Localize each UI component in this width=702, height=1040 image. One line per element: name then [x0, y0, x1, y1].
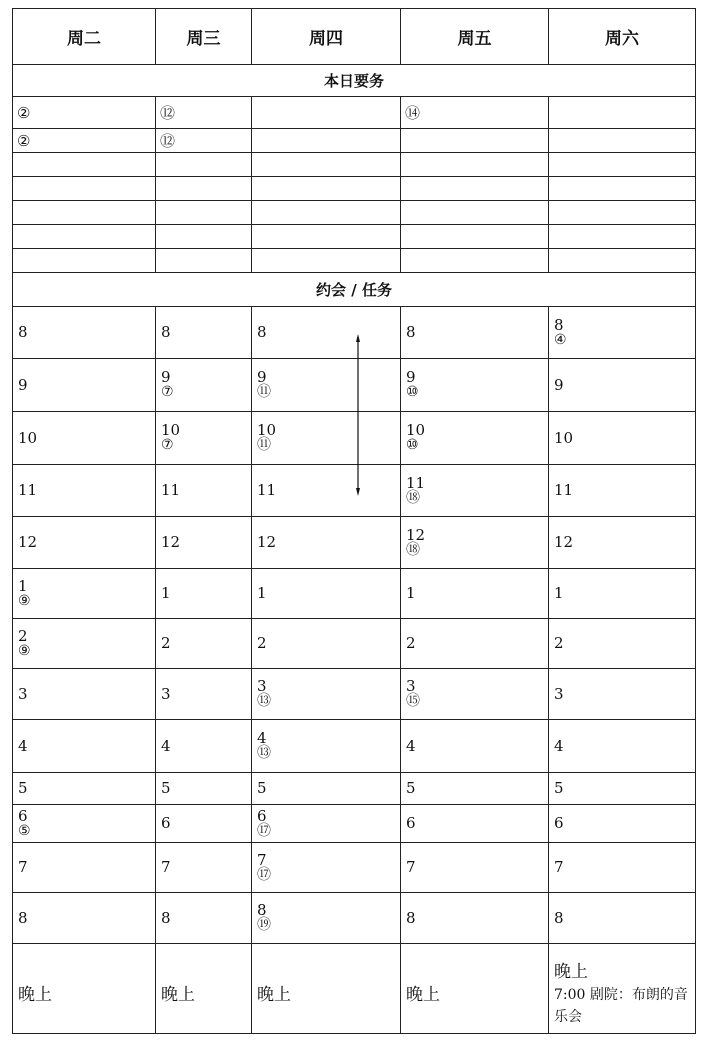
time-slot-content [161, 423, 251, 453]
time-slot-cell[interactable] [252, 893, 401, 944]
hour-label: 10 [257, 421, 277, 439]
time-slot-content [406, 908, 548, 927]
time-slot-content [406, 586, 548, 601]
time-slot-row [13, 893, 696, 944]
time-slot-cell[interactable] [252, 619, 401, 669]
time-slot-cell[interactable] [401, 773, 549, 805]
hour-label: 4 [257, 729, 267, 747]
time-slot-cell[interactable] [401, 465, 549, 517]
time-slot-content [406, 473, 548, 506]
priority-cell[interactable] [549, 201, 696, 225]
hour-label: 8 [554, 908, 564, 927]
day-header: 周二 [13, 9, 156, 65]
priority-cell[interactable] [156, 153, 252, 177]
priority-cell[interactable] [252, 153, 401, 177]
task-code: ⑰ [257, 822, 271, 839]
time-slot-cell[interactable] [13, 619, 156, 669]
priority-cell[interactable] [252, 177, 401, 201]
time-slot-content [257, 781, 400, 796]
time-slot-cell[interactable] [13, 569, 156, 619]
time-slot-cell[interactable] [13, 465, 156, 517]
time-slot-content [161, 816, 251, 831]
time-slot-cell[interactable] [156, 307, 252, 359]
time-slot-content [18, 806, 155, 839]
hour-label: 8 [161, 323, 171, 341]
time-slot-content [161, 586, 251, 601]
day-header: 周五 [401, 9, 549, 65]
priority-cell[interactable] [156, 249, 252, 273]
time-slot-content [406, 781, 548, 796]
hour-label: 10 [18, 428, 38, 447]
task-code: ⑩ [406, 437, 419, 453]
time-slot-cell[interactable] [252, 773, 401, 805]
hour-label: 7 [18, 858, 28, 876]
priority-cell[interactable]: ⑫ [156, 97, 252, 129]
time-slot-cell[interactable] [549, 843, 696, 893]
hour-label: 10 [161, 421, 181, 439]
hour-label: 7 [406, 858, 416, 876]
time-slot-content [257, 325, 400, 340]
time-slot-content [161, 736, 251, 755]
time-slot-row [13, 669, 696, 720]
time-slot-cell[interactable] [252, 843, 401, 893]
evening-label: 晚上 [18, 985, 52, 1005]
evening-label: 晚上 [406, 985, 440, 1005]
time-slot-content [18, 576, 155, 609]
hour-label: 11 [18, 481, 38, 499]
time-slot-cell[interactable] [549, 307, 696, 359]
hour-label: 11 [406, 473, 426, 492]
evening-cell[interactable] [401, 944, 549, 1034]
hour-label: 7 [257, 850, 267, 869]
task-code: ⑰ [257, 866, 271, 883]
time-slot-content [161, 370, 251, 400]
time-slot-cell[interactable] [13, 720, 156, 773]
priority-cell[interactable] [13, 201, 156, 225]
time-slot-content [161, 860, 251, 875]
priority-row [13, 225, 696, 249]
time-slot-cell[interactable] [156, 805, 252, 843]
priority-row [13, 129, 696, 153]
time-slot-content [257, 535, 400, 550]
hour-label: 5 [406, 779, 416, 797]
time-slot-content [406, 860, 548, 875]
day-header: 周四 [252, 9, 401, 65]
hour-label: 7 [161, 858, 171, 876]
time-slot-cell[interactable] [549, 465, 696, 517]
time-slot-content [554, 375, 695, 394]
time-slot-content [257, 903, 400, 933]
time-slot-cell[interactable] [401, 569, 549, 619]
time-slot-cell[interactable] [549, 720, 696, 773]
hour-label: 3 [406, 677, 416, 695]
weekly-planner-table [12, 8, 696, 1034]
hour-label: 1 [18, 576, 28, 595]
priority-cell[interactable]: ⑭ [401, 97, 549, 129]
time-slot-cell[interactable] [13, 412, 156, 465]
time-slot-content [554, 908, 695, 927]
time-slot-content [161, 636, 251, 651]
time-slot-cell[interactable] [252, 359, 401, 412]
time-slot-row [13, 412, 696, 465]
task-code: ⑪ [257, 384, 271, 400]
time-slot-row [13, 720, 696, 773]
task-code: ⑨ [18, 592, 31, 609]
hour-label: 10 [406, 421, 426, 439]
time-slot-cell[interactable] [156, 773, 252, 805]
time-slot-cell[interactable] [252, 517, 401, 569]
time-slot-content [18, 535, 155, 550]
priority-cell[interactable] [156, 225, 252, 249]
time-slot-row [13, 773, 696, 805]
hour-label: 8 [161, 908, 171, 927]
time-slot-content [257, 731, 400, 761]
time-slot-cell[interactable] [549, 669, 696, 720]
time-slot-cell[interactable] [401, 843, 549, 893]
priority-cell[interactable] [549, 97, 696, 129]
day-header-row [13, 9, 696, 65]
time-slot-content [18, 860, 155, 875]
priority-row [13, 177, 696, 201]
priority-cell[interactable] [156, 177, 252, 201]
hour-label: 7 [554, 858, 564, 876]
time-slot-cell[interactable] [13, 805, 156, 843]
hour-label: 6 [554, 814, 564, 832]
time-slot-content [18, 483, 155, 498]
time-slot-content [18, 736, 155, 755]
hour-label: 11 [554, 481, 574, 499]
time-slot-content [161, 325, 251, 340]
appointments-section-row [13, 273, 696, 307]
time-slot-content [406, 636, 548, 651]
time-slot-cell[interactable] [549, 805, 696, 843]
time-slot-content [406, 736, 548, 755]
time-slot-content [406, 325, 548, 340]
time-slot-content [161, 483, 251, 498]
time-slot-cell[interactable] [549, 773, 696, 805]
task-code: ⑬ [257, 745, 271, 761]
hour-label: 9 [161, 368, 171, 386]
hour-label: 8 [18, 908, 28, 927]
priority-row [13, 97, 696, 129]
priority-cell[interactable]: ② [13, 129, 156, 153]
time-slot-content [554, 535, 695, 550]
hour-label: 12 [161, 533, 181, 551]
hour-label: 1 [554, 584, 564, 602]
task-code: ⑦ [161, 437, 174, 453]
time-slot-content [257, 806, 400, 839]
task-code: ⑤ [18, 822, 31, 839]
time-slot-cell[interactable] [13, 669, 156, 720]
priority-cell[interactable] [549, 249, 696, 273]
hour-label: 9 [257, 368, 267, 386]
priority-row [13, 201, 696, 225]
priority-cell[interactable] [252, 201, 401, 225]
time-slot-cell[interactable] [549, 412, 696, 465]
hour-label: 12 [554, 533, 574, 551]
priority-cell[interactable] [13, 249, 156, 273]
priority-cell[interactable] [13, 177, 156, 201]
time-slot-row [13, 843, 696, 893]
time-slot-content [18, 908, 155, 927]
time-slot-content [554, 315, 695, 348]
time-slot-cell[interactable] [156, 619, 252, 669]
hour-label: 12 [406, 525, 426, 544]
hour-label: 8 [406, 323, 416, 341]
time-slot-cell[interactable] [13, 517, 156, 569]
time-slot-cell[interactable] [156, 893, 252, 944]
hour-label: 6 [257, 806, 267, 825]
time-slot-cell[interactable] [401, 669, 549, 720]
time-slot-content [406, 679, 548, 709]
priority-row [13, 249, 696, 273]
time-slot-cell[interactable] [156, 843, 252, 893]
priority-row [13, 153, 696, 177]
priority-cell[interactable] [549, 225, 696, 249]
hour-label: 11 [161, 481, 181, 499]
hour-label: 5 [554, 779, 564, 797]
time-slot-content [554, 684, 695, 703]
duration-arrow-icon [356, 334, 360, 496]
evening-cell[interactable] [252, 944, 401, 1034]
time-slot-cell[interactable] [156, 412, 252, 465]
task-code: ⑱ [406, 541, 420, 558]
hour-label: 1 [161, 584, 171, 602]
hour-label: 6 [18, 806, 28, 825]
time-slot-content [406, 525, 548, 558]
priority-cell[interactable] [156, 201, 252, 225]
priority-section-row [13, 65, 696, 97]
priority-cell[interactable] [401, 153, 549, 177]
time-slot-cell[interactable] [401, 619, 549, 669]
evening-label: 晚上 [257, 985, 291, 1005]
task-code: ⑩ [406, 384, 419, 400]
time-slot-row [13, 569, 696, 619]
time-slot-cell[interactable] [13, 307, 156, 359]
hour-label: 8 [554, 315, 564, 334]
hour-label: 1 [257, 584, 267, 602]
time-slot-cell[interactable] [401, 307, 549, 359]
time-slot-content [257, 370, 400, 400]
time-slot-content [18, 375, 155, 394]
time-slot-content [18, 626, 155, 659]
time-slot-content [18, 325, 155, 340]
hour-label: 2 [257, 634, 267, 652]
priority-cell[interactable] [401, 177, 549, 201]
appointments-section-title: 约会 / 任务 [13, 273, 696, 307]
time-slot-content [554, 636, 695, 651]
time-slot-cell[interactable] [401, 893, 549, 944]
time-slot-row [13, 619, 696, 669]
time-slot-content [161, 535, 251, 550]
time-slot-cell[interactable] [401, 412, 549, 465]
evening-label: 晚上 [554, 962, 588, 982]
evening-note: 7:00 剧院：布朗的音乐会 [554, 987, 688, 1025]
time-slot-content [554, 483, 695, 498]
hour-label: 3 [257, 677, 267, 695]
time-slot-cell[interactable] [549, 359, 696, 412]
time-slot-cell[interactable] [156, 569, 252, 619]
time-slot-cell[interactable] [549, 893, 696, 944]
evening-cell[interactable] [549, 944, 696, 1034]
hour-label: 6 [161, 814, 171, 832]
time-slot-cell[interactable] [401, 720, 549, 773]
hour-label: 12 [257, 533, 277, 551]
priority-cell[interactable] [252, 129, 401, 153]
hour-label: 10 [554, 428, 574, 447]
evening-row [13, 944, 696, 1034]
hour-label: 1 [406, 584, 416, 602]
hour-label: 9 [18, 375, 28, 394]
time-slot-content [257, 850, 400, 883]
time-slot-content [554, 816, 695, 831]
time-slot-cell[interactable] [252, 569, 401, 619]
priority-cell[interactable] [549, 177, 696, 201]
time-slot-content [161, 908, 251, 927]
time-slot-cell[interactable] [13, 893, 156, 944]
task-code: ⑮ [406, 693, 420, 709]
day-header: 周六 [549, 9, 696, 65]
task-code: ⑨ [18, 642, 31, 659]
time-slot-content [18, 428, 155, 447]
hour-label: 11 [257, 481, 277, 499]
task-code: ⑱ [406, 489, 420, 506]
time-slot-row [13, 805, 696, 843]
priority-cell[interactable] [549, 153, 696, 177]
time-slot-cell[interactable] [401, 517, 549, 569]
time-slot-content [161, 684, 251, 703]
time-slot-content [406, 370, 548, 400]
time-slot-cell[interactable] [156, 359, 252, 412]
time-slot-cell[interactable] [156, 465, 252, 517]
time-slot-content [18, 684, 155, 703]
time-slot-cell[interactable] [156, 517, 252, 569]
task-code: ⑪ [257, 437, 271, 453]
time-slot-content [257, 483, 400, 498]
time-slot-content [554, 736, 695, 755]
evening-cell[interactable] [156, 944, 252, 1034]
time-slot-cell[interactable] [401, 359, 549, 412]
priority-cell[interactable] [252, 97, 401, 129]
task-code: ④ [554, 331, 567, 348]
priority-cell[interactable]: ② [13, 97, 156, 129]
time-slot-content [257, 636, 400, 651]
time-slot-row [13, 465, 696, 517]
priority-cell[interactable] [13, 225, 156, 249]
day-header: 周三 [156, 9, 252, 65]
hour-label: 3 [554, 684, 564, 703]
hour-label: 8 [406, 908, 416, 927]
priority-cell[interactable] [252, 225, 401, 249]
time-slot-content [554, 860, 695, 875]
task-code: ⑬ [257, 693, 271, 709]
hour-label: 6 [406, 814, 416, 832]
time-slot-content [554, 428, 695, 447]
time-slot-cell[interactable] [13, 843, 156, 893]
hour-label: 8 [257, 323, 267, 341]
time-slot-cell[interactable] [549, 569, 696, 619]
time-slot-content [406, 423, 548, 453]
time-slot-cell[interactable] [252, 412, 401, 465]
hour-label: 4 [161, 736, 171, 755]
hour-label: 5 [18, 779, 28, 797]
hour-label: 9 [406, 368, 416, 386]
time-slot-cell[interactable] [13, 359, 156, 412]
hour-label: 4 [406, 736, 416, 755]
hour-label: 2 [18, 626, 28, 645]
hour-label: 5 [257, 779, 267, 797]
evening-label: 晚上 [161, 985, 195, 1005]
time-slot-content [406, 816, 548, 831]
time-slot-cell[interactable] [252, 669, 401, 720]
time-slot-cell[interactable] [401, 805, 549, 843]
time-slot-content [257, 586, 400, 601]
priority-cell[interactable] [13, 153, 156, 177]
time-slot-cell[interactable] [252, 805, 401, 843]
priority-cell[interactable]: ⑫ [156, 129, 252, 153]
hour-label: 8 [18, 323, 28, 341]
hour-label: 9 [554, 375, 564, 394]
time-slot-content [257, 423, 400, 453]
time-slot-cell[interactable] [549, 517, 696, 569]
time-slot-row [13, 359, 696, 412]
hour-label: 3 [161, 684, 171, 703]
priority-cell[interactable] [252, 249, 401, 273]
time-slot-content [554, 781, 695, 796]
time-slot-content [18, 781, 155, 796]
time-slot-row [13, 307, 696, 359]
time-slot-cell[interactable] [156, 669, 252, 720]
time-slot-cell[interactable] [252, 465, 401, 517]
time-slot-content [554, 586, 695, 601]
time-slot-cell[interactable] [252, 720, 401, 773]
priority-cell[interactable] [401, 129, 549, 153]
priority-cell[interactable] [401, 201, 549, 225]
priority-section-title: 本日要务 [13, 65, 696, 97]
hour-label: 8 [257, 901, 267, 919]
task-code: ⑲ [257, 917, 271, 933]
time-slot-cell[interactable] [252, 307, 401, 359]
time-slot-content [257, 679, 400, 709]
priority-cell[interactable] [401, 249, 549, 273]
evening-cell[interactable] [13, 944, 156, 1034]
hour-label: 2 [161, 634, 171, 652]
hour-label: 4 [18, 736, 28, 755]
time-slot-cell[interactable] [13, 773, 156, 805]
priority-cell[interactable] [401, 225, 549, 249]
hour-label: 12 [18, 533, 38, 551]
hour-label: 4 [554, 736, 564, 755]
hour-label: 5 [161, 779, 171, 797]
time-slot-cell[interactable] [156, 720, 252, 773]
hour-label: 2 [554, 634, 564, 652]
hour-label: 3 [18, 684, 28, 703]
time-slot-cell[interactable] [549, 619, 696, 669]
time-slot-row [13, 517, 696, 569]
time-slot-content [161, 781, 251, 796]
hour-label: 2 [406, 634, 416, 652]
task-code: ⑦ [161, 384, 174, 400]
priority-cell[interactable] [549, 129, 696, 153]
